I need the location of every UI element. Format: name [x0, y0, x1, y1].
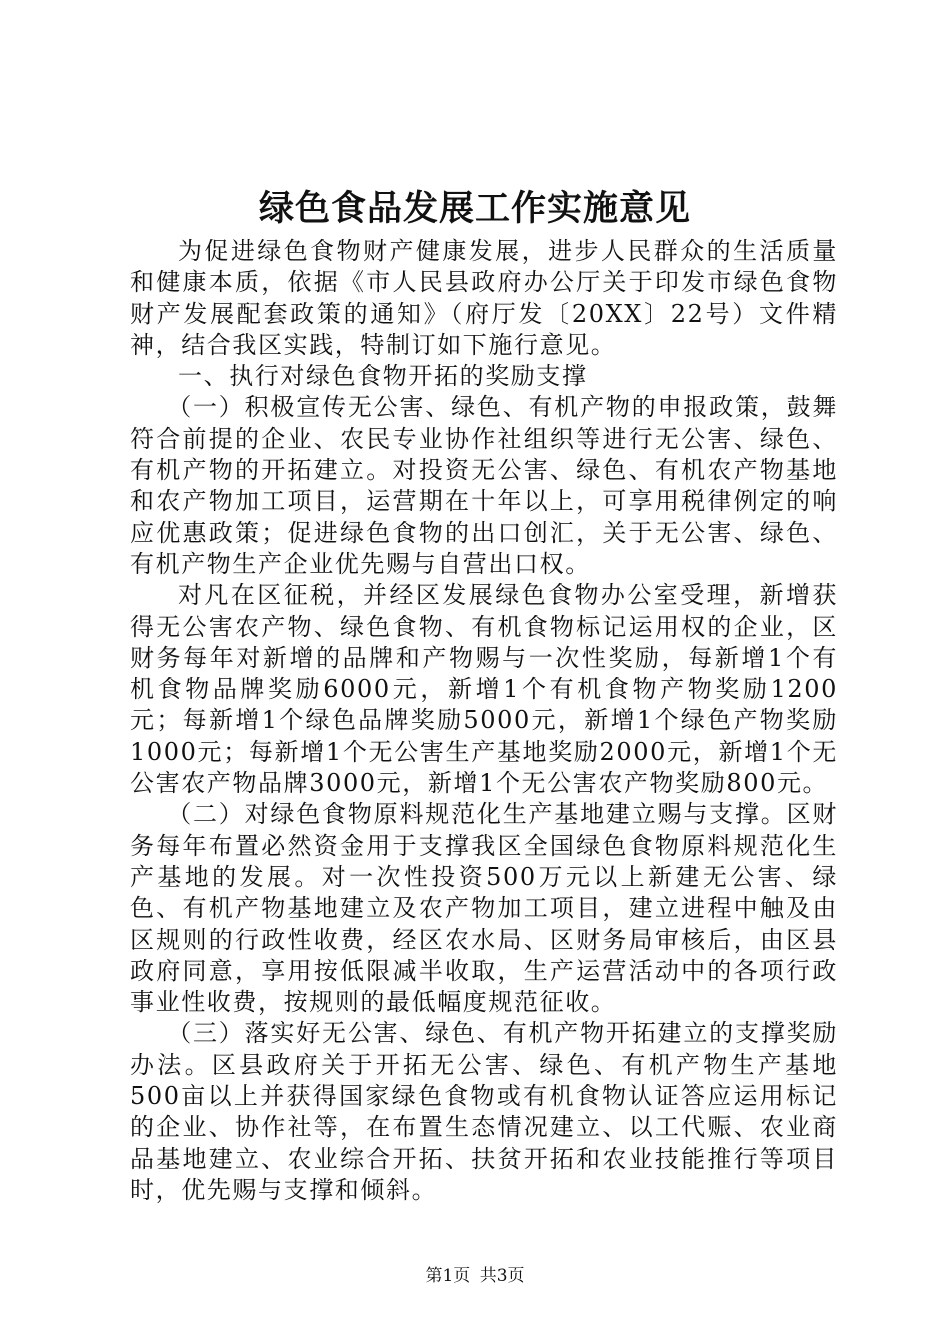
page-footer — [0, 1265, 950, 1287]
page-number: 第1页 — [425, 1266, 471, 1286]
intro-paragraph: 为促进绿色食物财产健康发展，进步人民群众的生活质量和健康本质，依据《市人民县政府办公厅关于印发市绿色食物财产发展配套政策的通知》（府厅发〔20XX〕22号）文件精神，结合我区实践，特制订如下施行意见。 — [130, 237, 838, 359]
item-three-paragraph: （三）落实好无公害、绿色、有机产物开拓建立的支撑奖励办法。区县政府关于开拓无公害、绿色、有机产物生产基地500亩以上并获得国家绿色食物或有机食物认证答应运用标记的企业、协作社等，在布置生态情况建立、以工代赈、农业商品基地建立、农业综合开拓、扶贫开拓和农业技能推行等项目时，优先赐与支撑和倾斜。 — [130, 1019, 838, 1204]
item-two-paragraph: （二）对绿色食物原料规范化生产基地建立赐与支撑。区财务每年布置必然资金用于支撑我区全国绿色食物原料规范化生产基地的发展。对一次性投资500万元以上新建无公害、绿色、有机产物基地建立及农产物加工项目，建立进程中触及由区规则的行政性收费，经区农水局、区财务局审核后，由区县政府同意，享用按低限减半收取，生产运营活动中的各项行政事业性收费，按规则的最低幅度规范征收。 — [130, 800, 838, 1017]
page-total: 共3页 — [479, 1266, 525, 1286]
reward-paragraph: 对凡在区征税，并经区发展绿色食物办公室受理，新增获得无公害农产物、绿色食物、有机食物标记运用权的企业，区财务每年对新增的品牌和产物赐与一次性奖励，每新增1个有机食物品牌奖励6000元，新增1个有机食物产物奖励1200元；每新增1个绿色品牌奖励5000元，新增1个绿色产物奖励1000元；每新增1个无公害生产基地奖励2000元，新增1个无公害农产物品牌3000元，新增1个无公害农产物奖励800元。 — [130, 581, 838, 798]
item-one-paragraph: （一）积极宣传无公害、绿色、有机产物的申报政策，鼓舞符合前提的企业、农民专业协作社组织等进行无公害、绿色、有机产物的开拓建立。对投资无公害、绿色、有机农产物基地和农产物加工项目，运营期在十年以上，可享用税律例定的响应优惠政策；促进绿色食物的出口创汇，关于无公害、绿色、有机产物生产企业优先赐与自营出口权。 — [130, 393, 838, 578]
document-title: 绿色食品发展工作实施意见 — [258, 188, 691, 229]
document-body — [130, 236, 838, 1206]
section-heading: 一、执行对绿色食物开拓的奖励支撑 — [178, 362, 588, 391]
